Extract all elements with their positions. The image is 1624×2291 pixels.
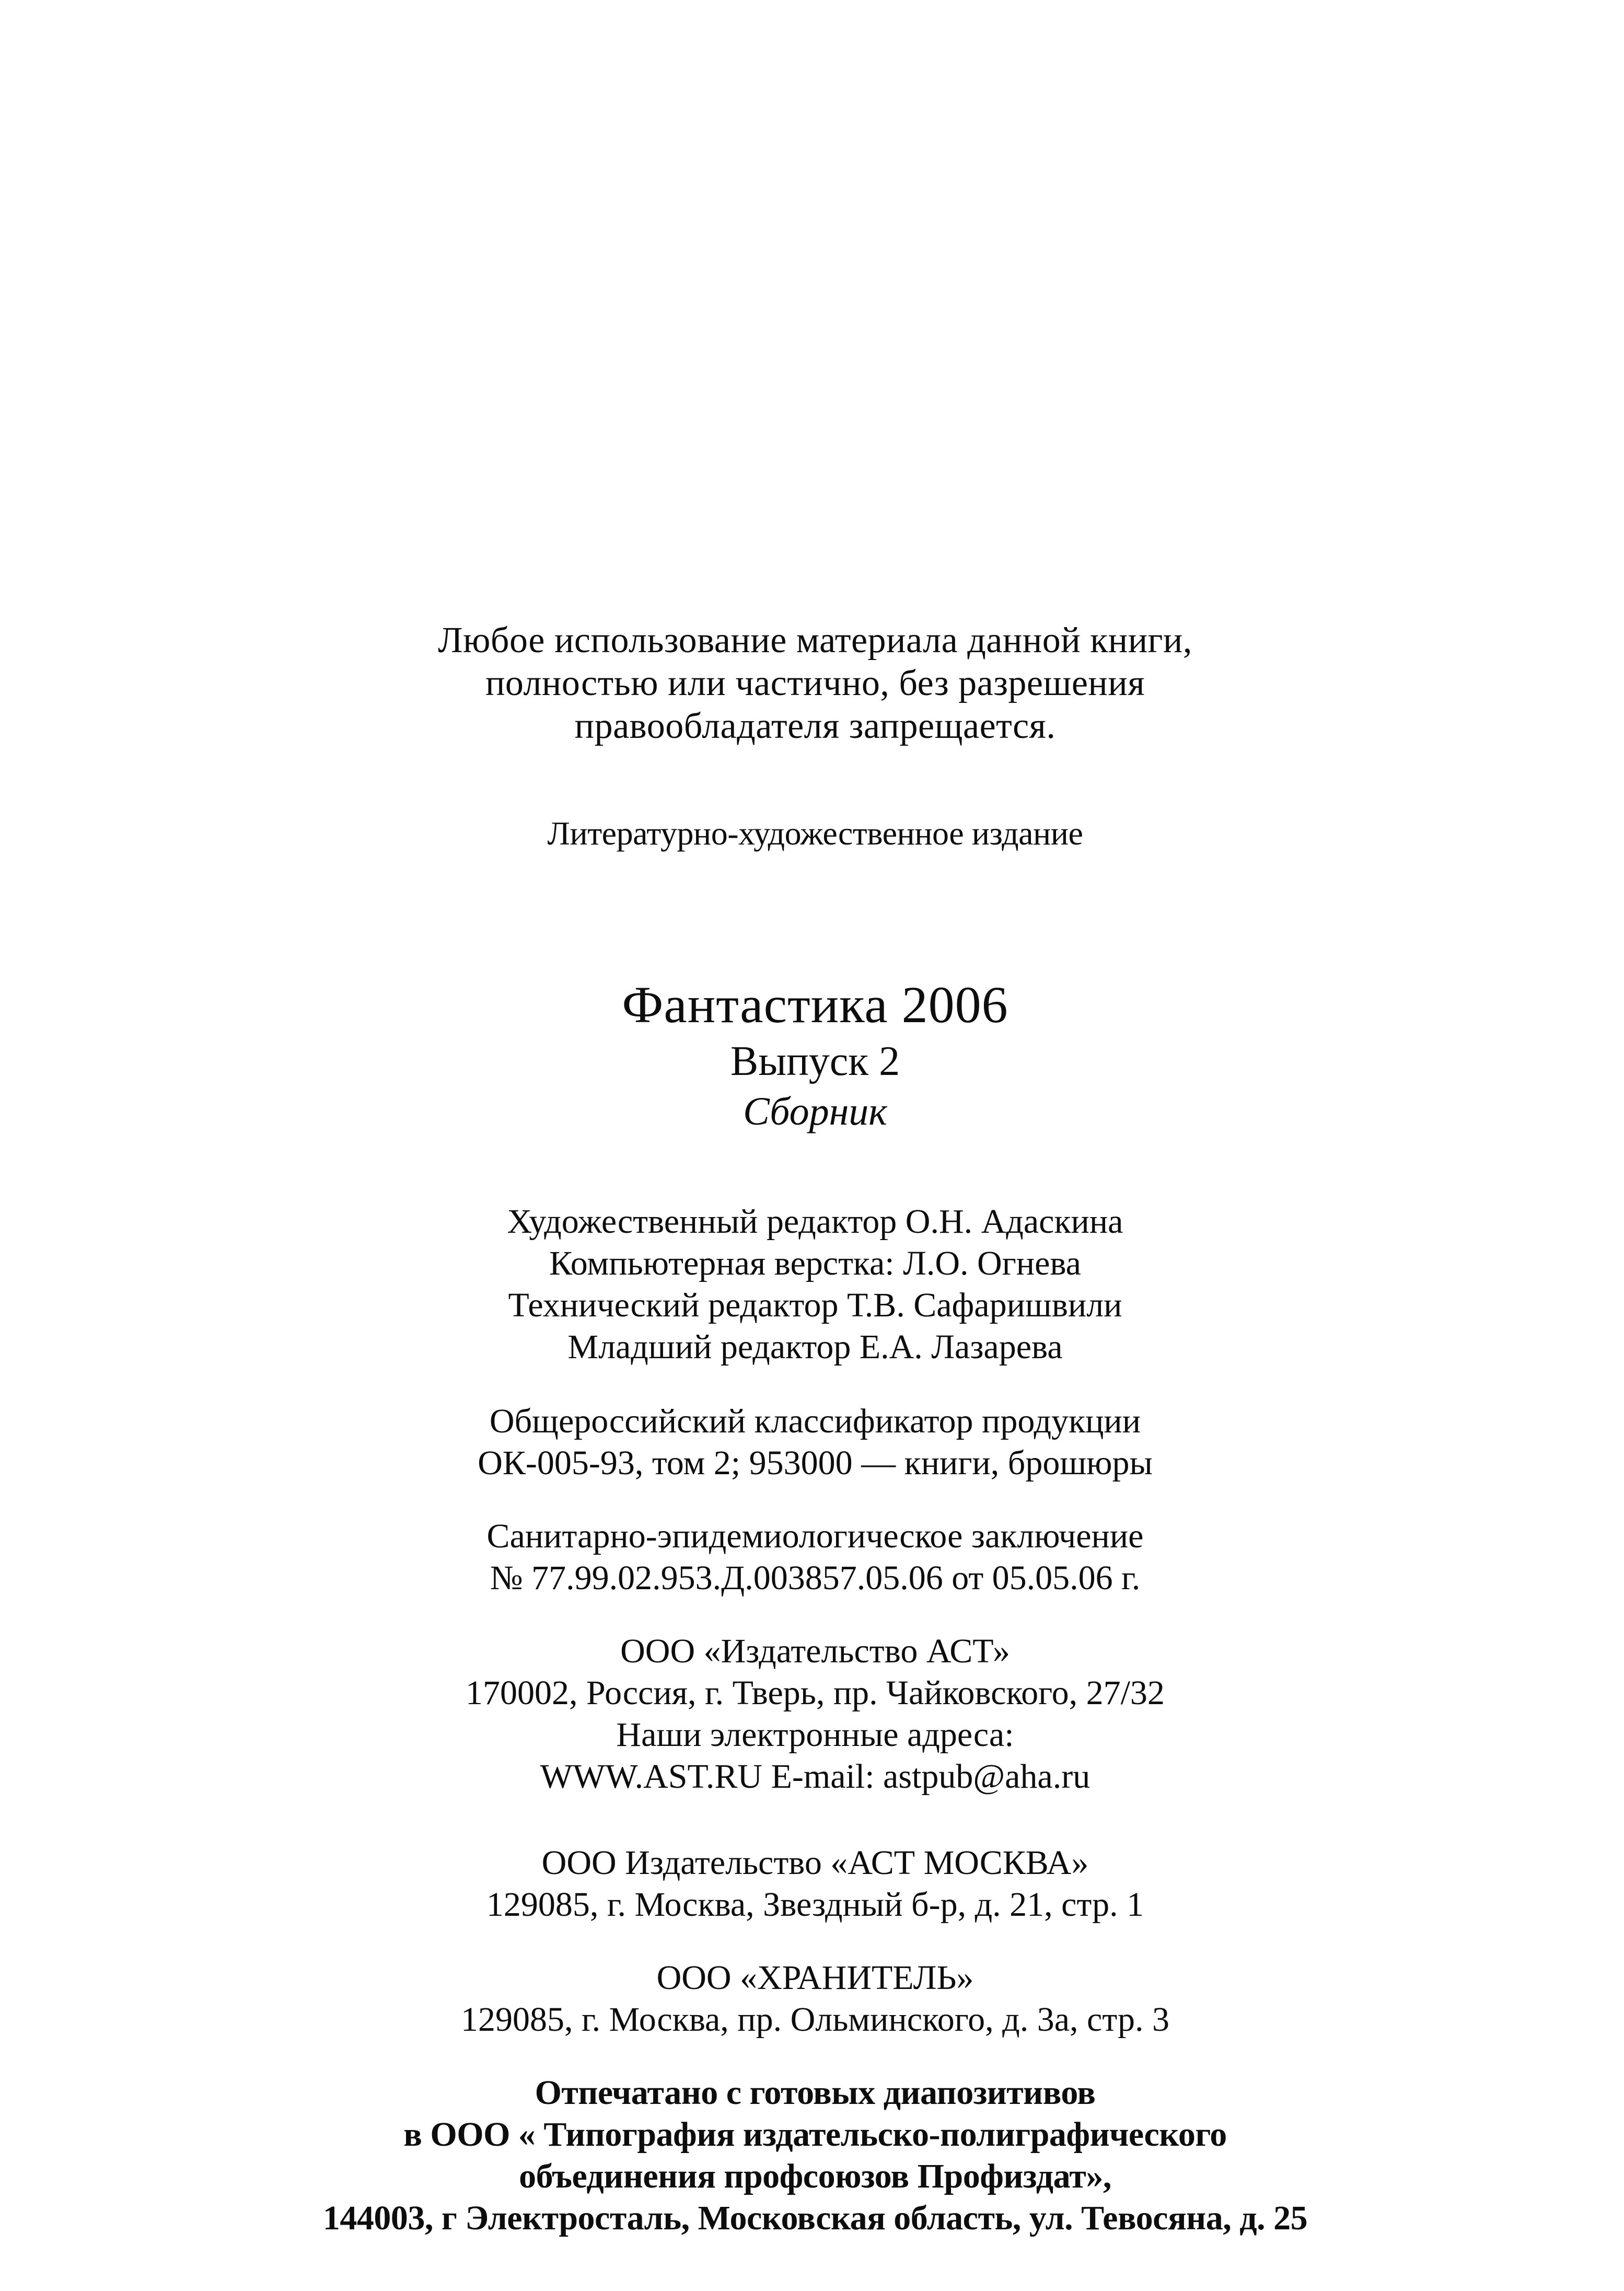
book-issue: Выпуск 2 <box>730 1038 900 1084</box>
product-classifier <box>293 1401 1338 1484</box>
credit-line: Компьютерная верстка: Л.О. Огнева <box>549 1244 1081 1282</box>
edition-type <box>293 813 1338 854</box>
classifier-line: ОК-005-93, том 2; 953000 — книги, брошюры <box>478 1444 1153 1482</box>
printing-line: объединения профсоюзов Профиздат», <box>519 2157 1111 2195</box>
publisher-line: ООО Издательство «АСТ МОСКВА» <box>541 1844 1089 1882</box>
sanitary-line: Санитарно-эпидемиологическое заключение <box>486 1517 1144 1555</box>
printing-line: Отпечатано с готовых диапозитивов <box>535 2074 1096 2112</box>
publisher-line: WWW.AST.RU E-mail: astpub@aha.ru <box>540 1757 1091 1796</box>
publisher-line: Наши электронные адреса: <box>616 1716 1014 1754</box>
publisher-line: ООО «ХРАНИТЕЛЬ» <box>656 1959 974 1997</box>
publisher-line: 129085, г. Москва, Звездный б-р, д. 21, стр. 1 <box>486 1885 1144 1924</box>
credit-line: Младший редактор Е.А. Лазарева <box>567 1328 1063 1366</box>
book-title-block <box>293 975 1338 1136</box>
publisher-line: 170002, Россия, г. Тверь, пр. Чайковского, 27/32 <box>466 1674 1165 1712</box>
sanitary-line: № 77.99.02.953.Д.003857.05.06 от 05.05.06 г. <box>490 1559 1141 1597</box>
printing-line: 144003, г Электросталь, Московская область, ул. Тевосяна, д. 25 <box>322 2199 1308 2237</box>
copyright-notice <box>293 619 1338 748</box>
publisher-ast-moskva <box>293 1842 1338 1926</box>
sanitary-certificate <box>293 1515 1338 1599</box>
printing-line: в ООО « Типография издательско-полиграфического <box>403 2115 1227 2154</box>
edition-type-text: Литературно-художественное издание <box>547 815 1083 852</box>
publisher-line: 129085, г. Москва, пр. Ольминского, д. 3а, стр. 3 <box>461 2000 1169 2039</box>
copyright-line: Любое использование материала данной книги, <box>438 620 1192 661</box>
credit-line: Технический редактор Т.В. Сафаришвили <box>508 1286 1122 1324</box>
publisher-khranitel <box>293 1957 1338 2041</box>
editorial-credits <box>293 1201 1338 1368</box>
book-title: Фантастика 2006 <box>622 976 1008 1034</box>
book-collection-label: Сборник <box>743 1090 887 1133</box>
printing-info <box>293 2072 1338 2239</box>
credit-line: Художественный редактор О.Н. Адаскина <box>507 1202 1123 1241</box>
copyright-line: правообладателя запрещается. <box>574 706 1056 746</box>
publisher-line: ООО «Издательство АСТ» <box>620 1632 1010 1670</box>
publisher-ast <box>293 1630 1338 1798</box>
classifier-line: Общероссийский классификатор продукции <box>489 1402 1141 1440</box>
copyright-line: полностью или частично, без разрешения <box>485 663 1145 703</box>
